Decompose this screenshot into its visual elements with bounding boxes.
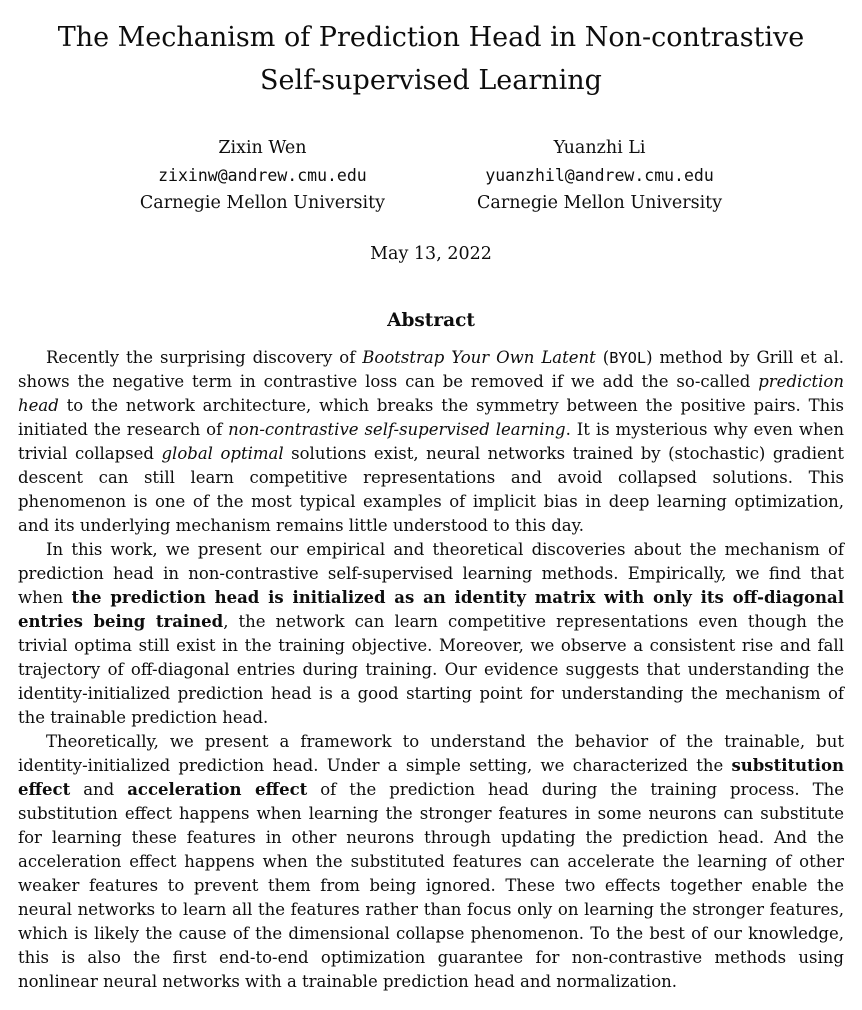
paper-title-line1: The Mechanism of Prediction Head in Non-contrastive [57,22,805,53]
author-1-name: Zixin Wen [218,138,307,159]
abstract-paragraph-2: In this work, we present our empirical and theoretical discoveries about the mechanism of prediction head in non-contrastive self-supervised learning methods. Empirically, we find that when the prediction head is initialized as an identity matrix with only its off-diagonal entries being trained, the network can learn competitive representations even though the trivial optima still exist in the training objective. Moreover, we observe a consistent rise and fall trajectory of off-diagonal entries during training. Our evidence suggests that understanding the identity-initialized prediction head is a good starting point for understanding the mechanism of the trainable prediction head. [18,539,844,727]
author-1-affiliation: Carnegie Mellon University [139,193,385,214]
paper-title-line2: Self-supervised Learning [260,65,602,97]
paper-date: May 13, 2022 [370,243,492,264]
author-2-email: yuanzhil@andrew.cmu.edu [485,165,714,185]
abstract-paragraph-1: Recently the surprising discovery of Bootstrap Your Own Latent (BYOL) method by Grill et al. shows the negative term in contrastive loss can be removed if we add the so-called prediction head to the network architecture, which breaks the symmetry between the positive pairs. This initiated the research of non-contrastive self-supervised learning. It is mysterious why even when trivial collapsed global optimal solutions exist, neural networks trained by (stochastic) gradient descent can still learn competitive representations and avoid collapsed solutions. This phenomenon is one of the most typical examples of implicit bias in deep learning optimization, and its underlying mechanism remains little understood to this day. [18,347,845,535]
author-2 [477,134,722,217]
author-1-email: zixinw@andrew.cmu.edu [158,165,367,185]
abstract-body [18,346,844,994]
abstract-paragraph-3: Theoretically, we present a framework to understand the behavior of the trainable, but identity-initialized prediction head. Under a simple setting, we characterized the substitution effect and acceleration effect of the prediction head during the training process. The substitution effect happens when learning the stronger features in some neurons can substitute for learning these features in other neurons through updating the prediction head. And the acceleration effect happens when the substituted features can accelerate the learning of other weaker features to prevent them from being ignored. These two effects together enable the neural networks to learn all the features rather than focus only on learning the stronger features, which is likely the cause of the dimensional collapse phenomenon. To the best of our knowledge, this is also the first end-to-end optimization guarantee for non-contrastive methods using nonlinear neural networks with a trainable prediction head and normalization. [18,731,844,991]
author-2-affiliation: Carnegie Mellon University [477,193,723,214]
author-block [0,134,862,217]
abstract-heading: Abstract [387,309,475,331]
author-2-name: Yuanzhi Li [553,138,646,159]
author-1 [140,134,385,217]
paper-title [40,16,822,102]
